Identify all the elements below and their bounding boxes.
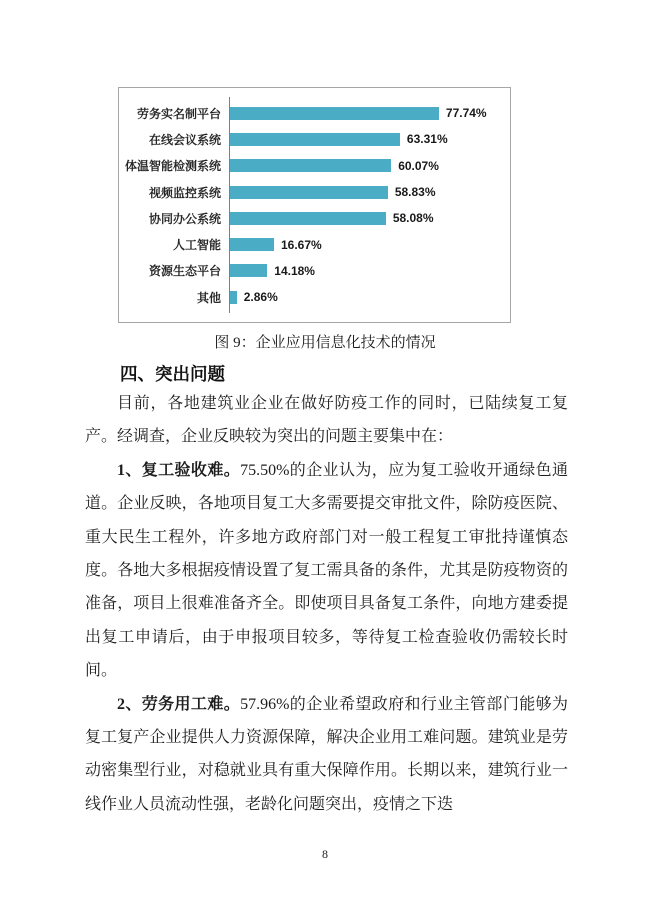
chart-row (119, 205, 510, 231)
bar-track (229, 126, 510, 152)
bar (229, 133, 400, 146)
paragraph-text: 75.50%的企业认为，应为复工验收开通绿色通道。企业反映，各地项目复工大多需要提交审批文件，除防疫医院、重大民生工程外，许多地方政府部门对一般工程复工审批持谨慎态度。各地大多根据疫情设置了复工需具备的条件，尤其是防疫物资的准备，项目上很难准备齐全。即使项目具备复工条件，向地方建委提出复工申请后，由于申报项目较多，等待复工检查验收仍需较长时间。 (85, 461, 568, 680)
bar-track (229, 100, 510, 126)
category-label: 体温智能检测系统 (124, 159, 221, 174)
value-label: 63.31% (406, 132, 448, 147)
value-label: 77.74% (445, 106, 487, 121)
paragraph-problem-2 (85, 688, 568, 822)
chart-row (119, 153, 510, 179)
chart-row (119, 126, 510, 152)
figure-caption: 图 9：企业应用信息化技术的情况 (214, 335, 436, 351)
bar (229, 107, 439, 120)
value-label: 14.18% (274, 263, 315, 278)
bar-track (229, 284, 510, 310)
bar-track (229, 205, 510, 231)
page-number: 8 (322, 847, 328, 861)
category-label: 人工智能 (172, 238, 221, 253)
category-label: 在线会议系统 (148, 132, 221, 147)
paragraph-lead: 2、劳务用工难。 (117, 695, 241, 713)
bar-track (229, 153, 510, 179)
chart-y-axis (229, 97, 230, 313)
value-label: 2.86% (243, 290, 278, 305)
bar (229, 186, 388, 199)
bar-track (229, 179, 510, 205)
bar (229, 212, 386, 225)
value-label: 60.07% (398, 158, 439, 173)
bar-chart (118, 87, 511, 323)
chart-row (119, 179, 510, 205)
value-label: 58.83% (394, 185, 436, 200)
chart-rows (119, 100, 510, 310)
chart-row (119, 284, 510, 310)
category-label: 视频监控系统 (148, 185, 221, 200)
bar-track (229, 258, 510, 284)
bar-track (229, 231, 510, 257)
value-label: 16.67% (281, 237, 322, 252)
bar (229, 291, 237, 304)
section-heading: 四、突出问题 (120, 364, 225, 384)
category-label: 其他 (196, 290, 221, 305)
paragraph-text: 57.96%的企业希望政府和行业主管部门能够为复工复产企业提供人力资源保障，解决企业用工难问题。建筑业是劳动密集型行业，对稳就业具有重大保障作用。长期以来，建筑行业一线作业人员流动性强，老龄化问题突出，疫情之下迭 (85, 695, 568, 813)
bar (229, 264, 267, 277)
value-label: 58.08% (392, 211, 434, 226)
chart-row (119, 231, 510, 257)
category-label: 劳务实名制平台 (136, 106, 221, 121)
category-label: 协同办公系统 (148, 211, 221, 226)
chart-row (119, 100, 510, 126)
paragraph-intro (85, 387, 568, 454)
body-text (85, 387, 568, 821)
paragraph-problem-1 (85, 454, 568, 688)
bar (229, 159, 391, 172)
category-label: 资源生态平台 (148, 264, 221, 279)
bar (229, 238, 274, 251)
paragraph-text: 目前，各地建筑业企业在做好防疫工作的同时，已陆续复工复产。经调查，企业反映较为突出的问题主要集中在： (85, 395, 568, 446)
chart-row (119, 258, 510, 284)
paragraph-lead: 1、复工验收难。 (117, 461, 241, 479)
